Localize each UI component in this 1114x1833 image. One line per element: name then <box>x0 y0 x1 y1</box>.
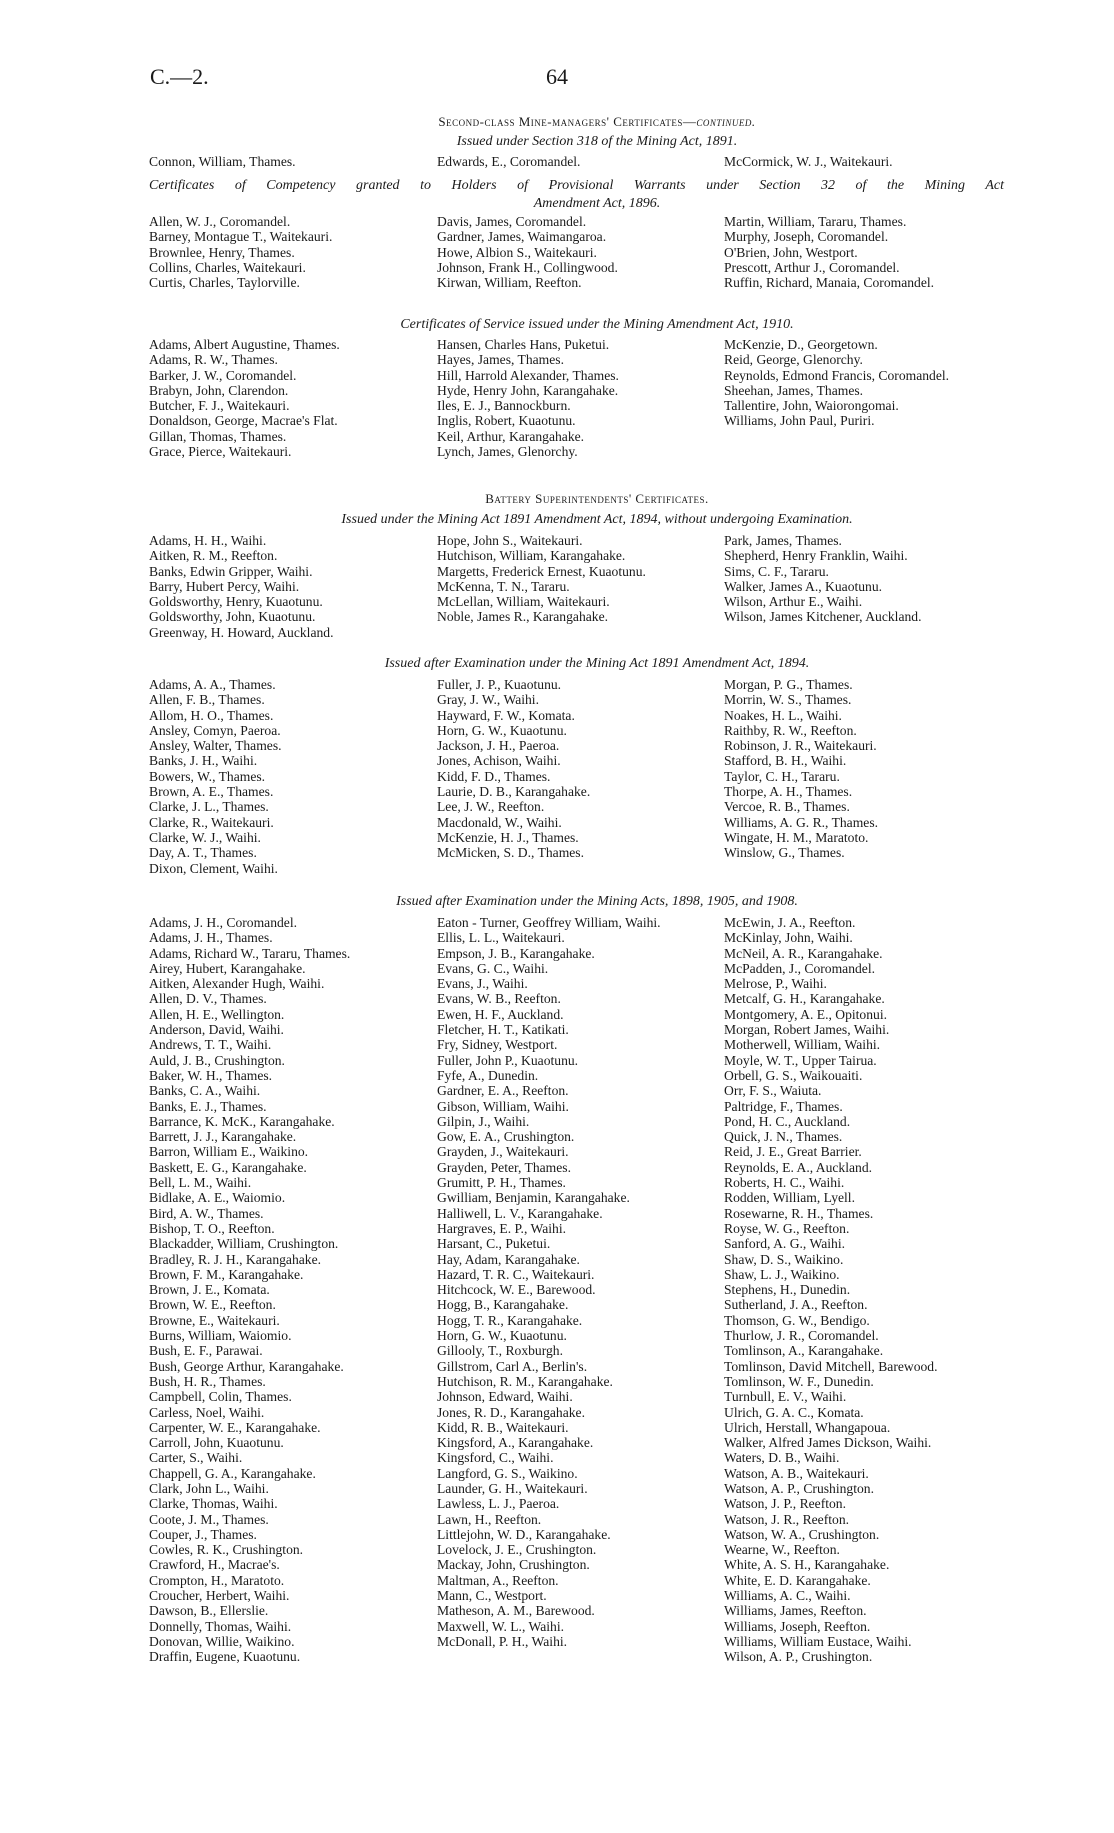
battery-exam-1898-column-2 <box>437 915 687 1649</box>
list-item: Hutchison, William, Karangahake. <box>437 548 626 564</box>
list-item: Banks, Edwin Gripper, Waihi. <box>149 563 313 579</box>
competency-column-2 <box>437 214 717 290</box>
list-item: Ruffin, Richard, Manaia, Coromandel. <box>724 275 935 291</box>
list-item: Reynolds, E. A., Auckland. <box>724 1159 873 1175</box>
list-item: Hay, Adam, Karangahake. <box>437 1251 580 1267</box>
list-item: Margetts, Frederick Ernest, Kuaotunu. <box>437 563 646 579</box>
page-reference: C.—2. <box>150 64 209 89</box>
list-item: Gibson, William, Waihi. <box>437 1098 569 1114</box>
battery-exam-1894-column-2 <box>437 677 717 861</box>
list-item: Wilson, Arthur E., Waihi. <box>724 594 863 610</box>
list-item: Johnson, Edward, Waihi. <box>437 1389 573 1405</box>
list-item: Pond, H. C., Auckland. <box>724 1113 851 1129</box>
list-item: Kirwan, William, Reefton. <box>437 275 582 291</box>
list-item: Gardner, E. A., Reefton. <box>437 1083 569 1099</box>
list-item: Clarke, Thomas, Waihi. <box>149 1496 278 1512</box>
list-item: Halliwell, L. V., Karangahake. <box>437 1205 603 1221</box>
list-item: Williams, John Paul, Puriri. <box>724 413 875 429</box>
list-item: Bidlake, A. E., Waiomio. <box>149 1190 286 1206</box>
list-item: Draffin, Eugene, Kuaotunu. <box>149 1649 301 1665</box>
list-item: Barron, William E., Waikino. <box>149 1144 309 1160</box>
list-item: Langford, G. S., Waikino. <box>437 1465 578 1481</box>
list-item: McKenzie, D., Georgetown. <box>724 337 878 352</box>
list-item: Murphy, Joseph, Coromandel. <box>724 229 889 245</box>
list-item: Hogg, T. R., Karangahake. <box>437 1312 583 1328</box>
list-item: Grumitt, P. H., Thames. <box>437 1175 566 1191</box>
list-item: Adams, H. H., Waihi. <box>149 533 267 548</box>
list-item: Hayward, F. W., Komata. <box>437 707 575 723</box>
list-item: McDonall, P. H., Waihi. <box>437 1633 568 1649</box>
list-item: Adams, J. H., Coromandel. <box>149 915 298 930</box>
list-item: Gardner, James, Waimangaroa. <box>437 229 607 245</box>
section-title-service: Certificates of Service issued under the Mining Amendment Act, 1910. <box>400 317 794 332</box>
list-item: Curtis, Charles, Taylorville. <box>149 275 300 291</box>
list-item: Clarke, J. L., Thames. <box>149 799 269 815</box>
list-item: Empson, J. B., Karangahake. <box>437 945 595 961</box>
battery-1894-column-1 <box>149 533 429 640</box>
list-item: Maxwell, W. L., Waihi. <box>437 1618 565 1634</box>
list-item: Bush, George Arthur, Karangahake. <box>149 1358 344 1374</box>
list-item: Kidd, R. B., Waitekauri. <box>437 1419 569 1435</box>
list-item: Mackay, John, Crushington. <box>437 1557 590 1573</box>
list-item: Airey, Hubert, Karangahake. <box>149 960 306 976</box>
list-item: Jones, Achison, Waihi. <box>437 753 561 769</box>
list-item: Barrett, J. J., Karangahake. <box>149 1129 297 1145</box>
list-item: McCormick, W. J., Waitekauri. <box>724 154 893 169</box>
list-item: Hope, John S., Waitekauri. <box>437 533 583 548</box>
list-item: Stafford, B. H., Waihi. <box>724 753 847 769</box>
list-item: Royse, W. G., Reefton. <box>724 1220 850 1236</box>
list-item: Watson, J. P., Reefton. <box>724 1496 846 1512</box>
list-item: Dixon, Clement, Waihi. <box>149 860 278 876</box>
list-item: Day, A. T., Thames. <box>149 845 257 861</box>
list-item: Gilpin, J., Waihi. <box>437 1113 530 1129</box>
competency-column-3 <box>724 214 1024 290</box>
subtitle-section-318: Issued under Section 318 of the Mining Act, 1891. <box>456 134 738 149</box>
list-item: Montgomery, A. E., Opitonui. <box>724 1006 887 1022</box>
list-item: Park, James, Thames. <box>724 533 842 548</box>
battery-1894-column-2 <box>437 533 687 625</box>
list-item: Turnbull, E. V., Waihi. <box>724 1389 847 1405</box>
list-item: Robinson, J. R., Waitekauri. <box>724 738 877 754</box>
list-item: Gow, E. A., Crushington. <box>437 1129 575 1145</box>
list-item: White, E. D. Karangahake. <box>724 1572 871 1588</box>
subtitle-without-exam: Issued under the Mining Act 1891 Amendment Act, 1894, without undergoing Examination. <box>341 512 853 527</box>
list-item: Reid, J. E., Great Barrier. <box>724 1144 862 1160</box>
list-item: Morgan, P. G., Thames. <box>724 677 853 692</box>
list-item: Martin, William, Tararu, Thames. <box>724 214 907 229</box>
list-item: Hansen, Charles Hans, Puketui. <box>437 337 610 352</box>
list-item: Maltman, A., Reefton. <box>437 1572 559 1588</box>
list-item: Brownlee, Henry, Thames. <box>149 244 295 260</box>
list-item: Andrews, T. T., Waihi. <box>149 1037 272 1053</box>
list-item: Adams, J. H., Thames. <box>149 930 273 946</box>
list-item: Blackadder, William, Crushington. <box>149 1236 339 1252</box>
list-item: Thomson, G. W., Bendigo. <box>724 1312 870 1328</box>
list-item: Watson, J. R., Reefton. <box>724 1511 850 1527</box>
list-item: Motherwell, William, Waihi. <box>724 1037 881 1053</box>
list-item: Hazard, T. R. C., Waitekauri. <box>437 1266 595 1282</box>
list-item: Tomlinson, W. F., Dunedin. <box>724 1373 874 1389</box>
list-item: Barrance, K. McK., Karangahake. <box>149 1113 335 1129</box>
list-item: Roberts, H. C., Waihi. <box>724 1175 845 1191</box>
list-item: Burns, William, Waiomio. <box>149 1328 292 1344</box>
list-item: Grayden, Peter, Thames. <box>437 1159 571 1175</box>
list-item: Matheson, A. M., Barewood. <box>437 1603 595 1619</box>
list-item: Horn, G. W., Kuaotunu. <box>437 722 567 738</box>
list-item: Gwilliam, Benjamin, Karangahake. <box>437 1190 630 1206</box>
list-item: Vercoe, R. B., Thames. <box>724 799 850 815</box>
list-item: Couper, J., Thames. <box>149 1526 257 1542</box>
competency-column-1 <box>149 214 429 290</box>
list-item: Banks, J. H., Waihi. <box>149 753 258 769</box>
list-item: Shaw, L. J., Waikino. <box>724 1266 840 1282</box>
list-item: Ulrich, Herstall, Whangapoua. <box>724 1419 891 1435</box>
list-item: Metcalf, G. H., Karangahake. <box>724 991 885 1007</box>
list-item: Wingate, H. M., Maratoto. <box>724 829 869 845</box>
list-item: O'Brien, John, Westport. <box>724 244 858 260</box>
list-item: Stephens, H., Dunedin. <box>724 1282 851 1298</box>
list-item: Johnson, Frank H., Collingwood. <box>437 259 618 275</box>
list-item: Rodden, William, Lyell. <box>724 1190 855 1206</box>
list-item: Allen, H. E., Wellington. <box>149 1006 285 1022</box>
list-item: Donovan, Willie, Waikino. <box>149 1633 295 1649</box>
list-item: Fletcher, H. T., Katikati. <box>437 1022 569 1038</box>
list-item: Allen, W. J., Coromandel. <box>149 214 291 229</box>
list-item: Prescott, Arthur J., Coromandel. <box>724 259 900 275</box>
battery-1894-column-3 <box>724 533 1024 625</box>
list-item: Reynolds, Edmond Francis, Coromandel. <box>724 367 950 383</box>
list-item: McKenzie, H. J., Thames. <box>437 829 579 845</box>
list-item: Hayes, James, Thames. <box>437 352 564 368</box>
list-item: Gillan, Thomas, Thames. <box>149 428 287 444</box>
list-item: Taylor, C. H., Tararu. <box>724 768 840 784</box>
list-item: Ewen, H. F., Auckland. <box>437 1006 564 1022</box>
list-item: Brabyn, John, Clarendon. <box>149 382 289 398</box>
list-item: McKenna, T. N., Tararu. <box>437 578 570 594</box>
list-item: Williams, A. G. R., Thames. <box>724 814 879 830</box>
list-item: Bird, A. W., Thames. <box>149 1205 264 1221</box>
list-item: Howe, Albion S., Waitekauri. <box>437 244 597 260</box>
list-item: Wilson, James Kitchener, Auckland. <box>724 609 922 625</box>
list-item: Lawn, H., Reefton. <box>437 1511 542 1527</box>
section-title-mine-managers: Second-class Mine-managers' Certificates—continued. <box>438 114 756 129</box>
list-item: McPadden, J., Coromandel. <box>724 960 876 976</box>
page-number: 64 <box>546 64 568 89</box>
list-item: Croucher, Herbert, Waihi. <box>149 1588 290 1604</box>
list-item: Horn, G. W., Kuaotunu. <box>437 1328 567 1344</box>
list-item: Walker, James A., Kuaotunu. <box>724 578 883 594</box>
list-item: Reid, George, Glenorchy. <box>724 352 863 368</box>
list-item: Brown, J. E., Komata. <box>149 1282 270 1298</box>
list-item: Crompton, H., Maratoto. <box>149 1572 285 1588</box>
list-item: Auld, J. B., Crushington. <box>149 1052 285 1068</box>
list-item: Baskett, E. G., Karangahake. <box>149 1159 307 1175</box>
list-item: Shepherd, Henry Franklin, Waihi. <box>724 548 908 564</box>
list-item: Williams, William Eustace, Waihi. <box>724 1633 912 1649</box>
list-item: Quick, J. N., Thames. <box>724 1129 843 1145</box>
list-item: Keil, Arthur, Karangahake. <box>437 428 585 444</box>
list-item: Shaw, D. S., Waikino. <box>724 1251 844 1267</box>
list-item: Winslow, G., Thames. <box>724 845 845 861</box>
list-item: Hitchcock, W. E., Barewood. <box>437 1282 596 1298</box>
list-item: Gillstrom, Carl A., Berlin's. <box>437 1358 588 1374</box>
list-item: Evans, J., Waihi. <box>437 976 528 992</box>
list-item: Goldsworthy, Henry, Kuaotunu. <box>149 594 323 610</box>
list-item: McMicken, S. D., Thames. <box>437 845 584 861</box>
list-item: Collins, Charles, Waitekauri. <box>149 259 306 275</box>
list-item: Campbell, Colin, Thames. <box>149 1389 292 1405</box>
list-item: Evans, G. C., Waihi. <box>437 960 549 976</box>
list-item: Hargraves, E. P., Waihi. <box>437 1220 567 1236</box>
list-item: Sheehan, James, Thames. <box>724 382 864 398</box>
list-item: McKinlay, John, Waihi. <box>724 930 853 946</box>
list-item: Eaton - Turner, Geoffrey William, Waihi. <box>437 915 661 930</box>
list-item: Barney, Montague T., Waitekauri. <box>149 229 333 245</box>
list-item: Banks, E. J., Thames. <box>149 1098 267 1114</box>
service-column-3 <box>724 337 969 429</box>
list-item: Aitken, R. M., Reefton. <box>149 548 278 564</box>
list-item: Raithby, R. W., Reefton. <box>724 722 857 738</box>
list-item: Orr, F. S., Waiuta. <box>724 1083 822 1099</box>
section-title-battery: Battery Superintendents' Certificates. <box>485 491 709 506</box>
list-item: Williams, James, Reefton. <box>724 1603 867 1619</box>
list-item: Carpenter, W. E., Karangahake. <box>149 1419 321 1435</box>
list-item: Donnelly, Thomas, Waihi. <box>149 1618 292 1634</box>
battery-exam-1898-column-1 <box>149 915 429 1665</box>
battery-exam-1898-column-3 <box>724 915 1024 1665</box>
list-item: Carter, S., Waihi. <box>149 1450 243 1466</box>
list-item: Bush, H. R., Thames. <box>149 1373 266 1389</box>
list-item: Waters, D. B., Waihi. <box>724 1450 840 1466</box>
list-item: Donaldson, George, Macrae's Flat. <box>149 413 338 429</box>
list-item: Hyde, Henry John, Karangahake. <box>437 382 619 398</box>
list-item: Moyle, W. T., Upper Tairua. <box>724 1052 877 1068</box>
list-item: Orbell, G. S., Waikouaiti. <box>724 1067 863 1083</box>
list-item: Mann, C., Westport. <box>437 1588 547 1604</box>
list-item: Kingsford, A., Karangahake. <box>437 1435 594 1451</box>
list-item: Ellis, L. L., Waitekauri. <box>437 930 565 946</box>
list-item: Tomlinson, A., Karangahake. <box>724 1343 884 1359</box>
list-item: Tallentire, John, Waiorongomai. <box>724 398 899 414</box>
list-item: Sutherland, J. A., Reefton. <box>724 1297 868 1313</box>
subtitle-after-exam-1894: Issued after Examination under the Mining Act 1891 Amendment Act, 1894. <box>384 656 810 671</box>
list-item: Ulrich, G. A. C., Komata. <box>724 1404 864 1420</box>
list-item: Gillooly, T., Roxburgh. <box>437 1343 563 1359</box>
list-item: Wearne, W., Reefton. <box>724 1542 840 1558</box>
list-item: Fyfe, A., Dunedin. <box>437 1067 539 1083</box>
list-item: Brown, A. E., Thames. <box>149 784 274 800</box>
subtitle-after-exam-1898: Issued after Examination under the Mining Acts, 1898, 1905, and 1908. <box>396 894 798 909</box>
list-item: McNeil, A. R., Karangahake. <box>724 945 883 961</box>
list-item: Allom, H. O., Thames. <box>149 707 274 723</box>
list-item: Adams, Albert Augustine, Thames. <box>149 337 340 352</box>
list-item: Banks, C. A., Waihi. <box>149 1083 261 1099</box>
list-item: Iles, E. J., Bannockburn. <box>437 398 571 414</box>
list-item: Bell, L. M., Waihi. <box>149 1175 252 1191</box>
battery-exam-1894-column-1 <box>149 677 429 876</box>
list-item: Noble, James R., Karangahake. <box>437 609 608 625</box>
list-item: Tomlinson, David Mitchell, Barewood. <box>724 1358 938 1374</box>
list-item: Watson, A. B., Waitekauri. <box>724 1465 869 1481</box>
list-item: Kingsford, C., Waihi. <box>437 1450 554 1466</box>
list-item: Grayden, J., Waitekauri. <box>437 1144 569 1160</box>
list-item: Browne, E., Waitekauri. <box>149 1312 280 1328</box>
section-title-competency-line2: Amendment Act, 1896. <box>533 196 661 211</box>
list-item: Sims, C. F., Tararu. <box>724 563 829 579</box>
list-item: Williams, A. C., Waihi. <box>724 1588 851 1604</box>
list-item: Fry, Sidney, Westport. <box>437 1037 558 1053</box>
list-item: Hogg, B., Karangahake. <box>437 1297 569 1313</box>
list-item: Kidd, F. D., Thames. <box>437 768 551 784</box>
list-item: Carless, Noel, Waihi. <box>149 1404 265 1420</box>
list-item: Gray, J. W., Waihi. <box>437 692 539 708</box>
list-item: Grace, Pierce, Waitekauri. <box>149 444 292 460</box>
list-item: Bradley, R. J. H., Karangahake. <box>149 1251 322 1267</box>
list-item: Butcher, F. J., Waitekauri. <box>149 398 290 414</box>
list-item: Dawson, B., Ellerslie. <box>149 1603 269 1619</box>
list-item: Barker, J. W., Coromandel. <box>149 367 297 383</box>
list-item: Evans, W. B., Reefton. <box>437 991 561 1007</box>
list-item: Fuller, J. P., Kuaotunu. <box>437 677 562 692</box>
list-item: Greenway, H. Howard, Auckland. <box>149 624 334 640</box>
list-item: Clarke, W. J., Waihi. <box>149 829 261 845</box>
list-item: Noakes, H. L., Waihi. <box>724 707 842 723</box>
list-item: Sanford, A. G., Waihi. <box>724 1236 845 1252</box>
list-item: Brown, W. E., Reefton. <box>149 1297 276 1313</box>
list-item: Jackson, J. H., Paeroa. <box>437 738 560 754</box>
list-item: Adams, Richard W., Tararu, Thames. <box>149 945 351 961</box>
list-item: Bishop, T. O., Reefton. <box>149 1220 275 1236</box>
list-item: Melrose, P., Waihi. <box>724 976 827 992</box>
list-item: Lovelock, J. E., Crushington. <box>437 1542 597 1558</box>
list-item: Goldsworthy, John, Kuaotunu. <box>149 609 316 625</box>
list-item: Chappell, G. A., Karangahake. <box>149 1465 316 1481</box>
service-column-1 <box>149 337 429 459</box>
list-item: Carroll, John, Kuaotunu. <box>149 1435 284 1451</box>
list-item: Brown, F. M., Karangahake. <box>149 1266 304 1282</box>
list-item: Watson, W. A., Crushington. <box>724 1526 880 1542</box>
list-item: Lee, J. W., Reefton. <box>437 799 545 815</box>
list-item: Edwards, E., Coromandel. <box>437 154 581 169</box>
list-item: Lawless, L. J., Paeroa. <box>437 1496 560 1512</box>
list-item: Inglis, Robert, Kuaotunu. <box>437 413 576 429</box>
list-item: Morrin, W. S., Thames. <box>724 692 852 708</box>
section-title-competency: Certificates of Competency granted to Holders of Provisional Warrants under Section 32 of the Mining Act <box>149 178 1004 193</box>
list-item: Ansley, Walter, Thames. <box>149 738 282 754</box>
list-item: Hutchison, R. M., Karangahake. <box>437 1373 613 1389</box>
list-item: McLellan, William, Waitekauri. <box>437 594 610 610</box>
list-item: Rosewarne, R. H., Thames. <box>724 1205 874 1221</box>
list-item: Davis, James, Coromandel. <box>437 214 587 229</box>
list-item: Jones, R. D., Karangahake. <box>437 1404 585 1420</box>
list-item: Anderson, David, Waihi. <box>149 1022 284 1038</box>
list-item: Barry, Hubert Percy, Waihi. <box>149 578 300 594</box>
list-item: Aitken, Alexander Hugh, Waihi. <box>149 976 325 992</box>
list-item: Clarke, R., Waitekauri. <box>149 814 274 830</box>
list-item: Ansley, Comyn, Paeroa. <box>149 722 281 738</box>
list-item: Thurlow, J. R., Coromandel. <box>724 1328 879 1344</box>
list-item: Walker, Alfred James Dickson, Waihi. <box>724 1435 932 1451</box>
list-item: Hill, Harrold Alexander, Thames. <box>437 367 619 383</box>
list-item: Crawford, H., Macrae's. <box>149 1557 280 1573</box>
list-item: Watson, A. P., Crushington. <box>724 1480 874 1496</box>
list-item: Wilson, A. P., Crushington. <box>724 1649 873 1665</box>
list-item: Connon, William, Thames. <box>149 154 296 169</box>
list-item: Baker, W. H., Thames. <box>149 1067 273 1083</box>
list-item: Laurie, D. B., Karangahake. <box>437 784 591 800</box>
list-item: Morgan, Robert James, Waihi. <box>724 1022 890 1038</box>
list-item: McEwin, J. A., Reefton. <box>724 915 856 930</box>
list-item: Allen, D. V., Thames. <box>149 991 267 1007</box>
list-item: White, A. S. H., Karangahake. <box>724 1557 890 1573</box>
list-item: Cowles, R. K., Crushington. <box>149 1542 304 1558</box>
list-item: Clark, John L., Waihi. <box>149 1480 269 1496</box>
list-item: Williams, Joseph, Reefton. <box>724 1618 871 1634</box>
list-item: Paltridge, F., Thames. <box>724 1098 843 1114</box>
battery-exam-1894-column-3 <box>724 677 1024 861</box>
list-item: Fuller, John P., Kuaotunu. <box>437 1052 579 1068</box>
list-item: Harsant, C., Puketui. <box>437 1236 551 1252</box>
list-item: Launder, G. H., Waitekauri. <box>437 1480 588 1496</box>
list-item: Adams, R. W., Thames. <box>149 352 278 368</box>
list-item: Thorpe, A. H., Thames. <box>724 784 853 800</box>
list-item: Bush, E. F., Parawai. <box>149 1343 263 1359</box>
list-item: Macdonald, W., Waihi. <box>437 814 562 830</box>
list-item: Bowers, W., Thames. <box>149 768 266 784</box>
list-item: Allen, F. B., Thames. <box>149 692 265 708</box>
list-item: Lynch, James, Glenorchy. <box>437 444 578 460</box>
service-column-2 <box>437 337 717 459</box>
list-item: Coote, J. M., Thames. <box>149 1511 269 1527</box>
list-item: Adams, A. A., Thames. <box>149 677 276 692</box>
list-item: Littlejohn, W. D., Karangahake. <box>437 1526 611 1542</box>
